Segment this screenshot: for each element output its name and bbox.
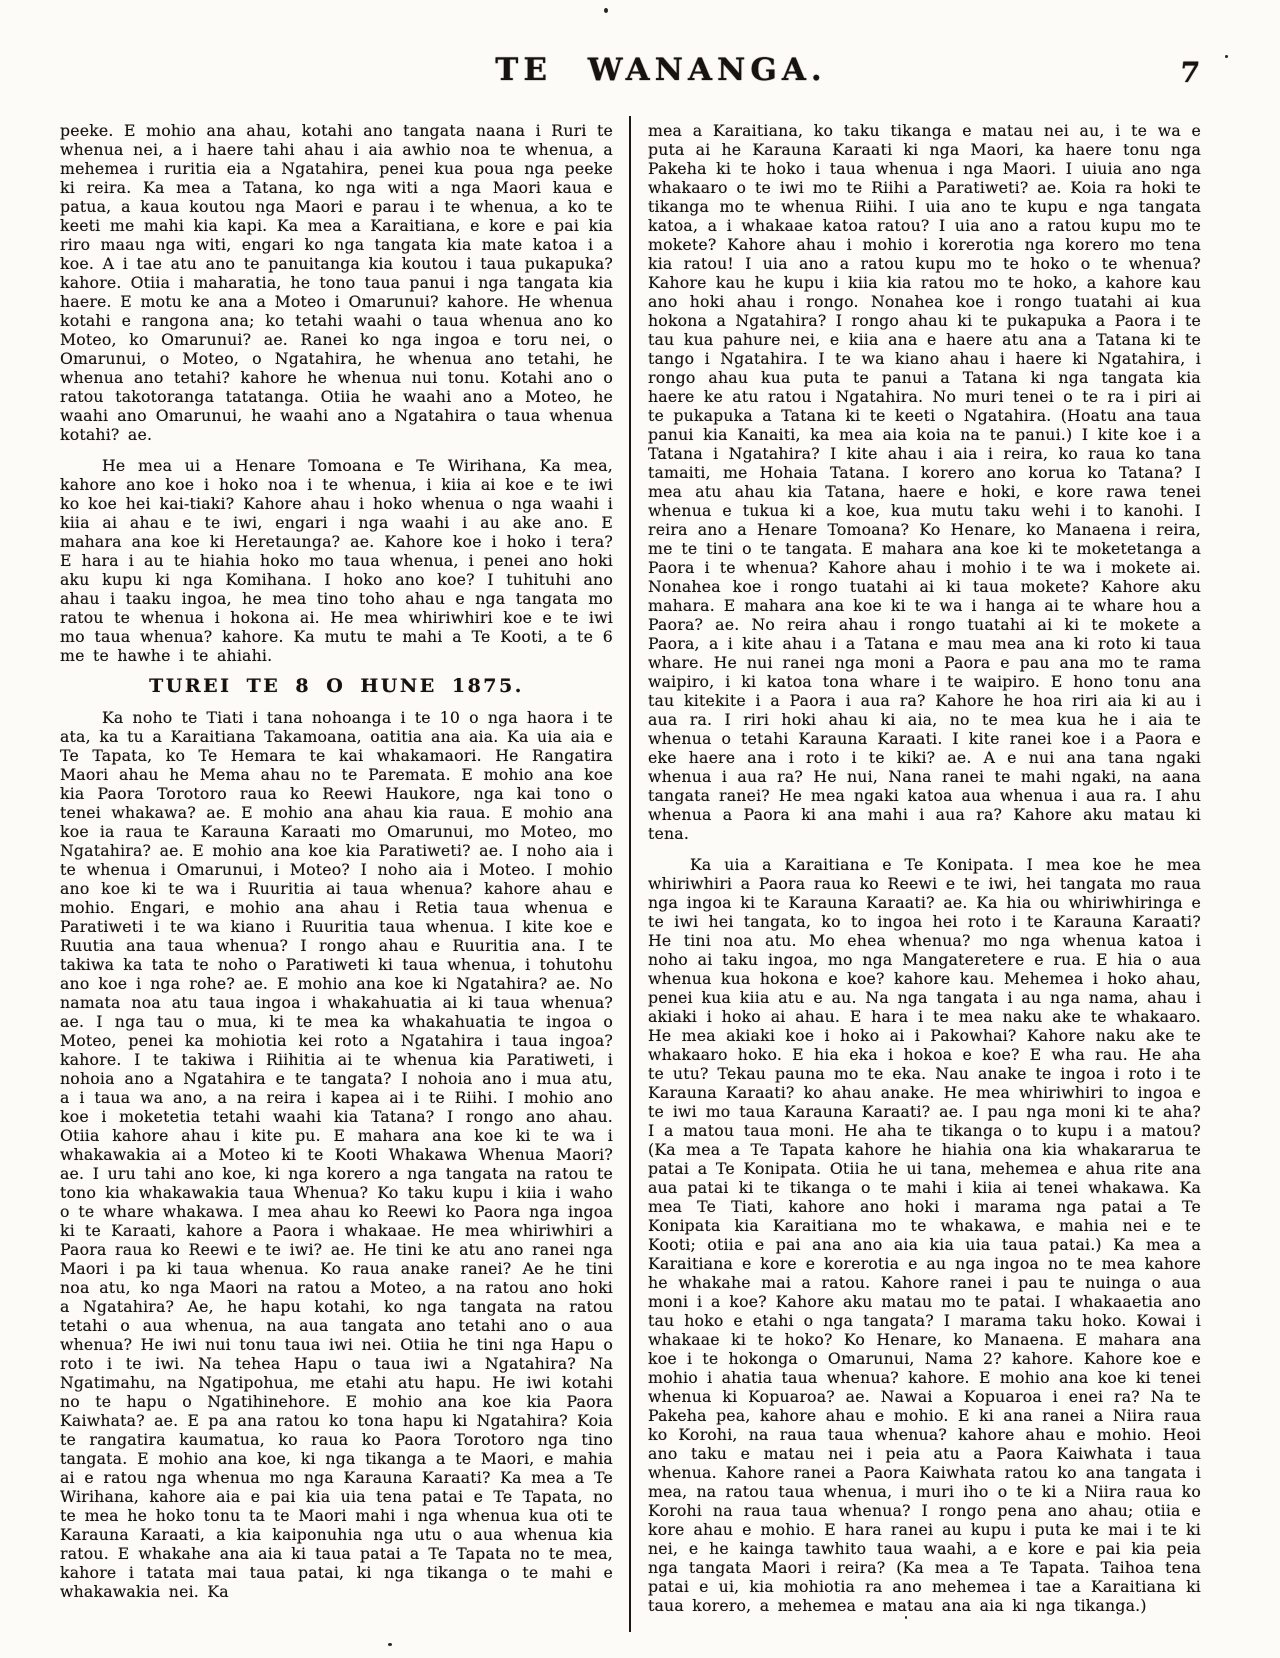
- right-column: [648, 121, 1201, 1627]
- left-column: [60, 121, 613, 1613]
- masthead-title: TE WANANGA.: [495, 52, 827, 88]
- ink-speck: [388, 1643, 392, 1646]
- left-paragraph-continuation: peeke. E mohio ana ahau, kotahi ano tangata naana i Ruri te whenua nei, a i haere tahi ahau i aia awhio noa te whenua, a mehemea i ruritia eia a Ngatahira, penei kua poua nga peeke ki reira. Ka mea a Tatana, ko nga witi a nga Maori kaua e patua, a kaua koutou nga Maori e parau i te whenua, a ko te keeti me mahi kia kapi. Ka mea a Karaitiana, e kore e pai kia riro maau nga witi, engari ko nga tangata kia mate katoa i a koe. A i tae atu ano te panuitanga kia koutou i taua pukapuka? kahore. Otiia i maharatia, he tono taua panui i nga tangata kia haere. E motu ke ana a Moteo i Omarunui? kahore. He whenua kotahi e rangona ana; ko tetahi waahi o taua whenua ano ko Moteo, ko Omarunui? ae. Ranei ko nga ingoa e toru nei, o Omarunui, o Moteo, o Ngatahira, he whenua ano tetahi, he whenua ano tetahi? kahore he whenua nui tonu. Kotahi ano o ratou takotoranga tatatanga. Otiia he waahi ano a Moteo, he waahi ano Omarunui, he waahi ano a Ngatahira o taua whenua kotahi? ae.: [60, 121, 613, 444]
- page-number: 7: [1178, 56, 1202, 89]
- date-heading: TUREI TE 8 O HUNE 1875.: [149, 675, 524, 697]
- left-paragraph-henare-tomoana: He mea ui a Henare Tomoana e Te Wirihana, Ka mea, kahore ano koe i hoko noa i te whenua, i kiia ai koe e te iwi ko koe hei kai-tiaki? Kahore ahau i hoko whenua o nga waahi i kiia ai ahau e te iwi, engari i nga waahi i au ake ano. E mahara ana koe ki Heretaunga? ae. Kahore koe i hoko i tera? E hara i au te hiahia hoko mo taua whenua, i penei ano hoki aku kupu ki nga Komihana. I hoko ano koe? I tuhituhi ano ahau i taaku ingoa, he mea tino toho ahau e nga tangata mo ratou te whenua i hokona ai. He mea whiriwhiri koe e te iwi mo taua whenua? kahore. Ka mutu te mahi a Te Kooti, a te 6 me te hawhe i te ahiahi.: [60, 456, 613, 665]
- right-paragraph-konipata-questioning: Ka uia a Karaitiana e Te Konipata. I mea koe he mea whiriwhiri a Paora raua ko Reewi e te iwi, hei tangata mo raua nga ingoa ki te Karauna Karaati? ae. Ka hia ou whiriwhiringa e te iwi hei tangata, ko to ingoa hei roto i te Karauna Karaati? He tini noa atu. Mo ehea whenua? mo nga whenua katoa i noho ai taku ingoa, mo nga Mangateretere e rua. E hia o aua whenua kua hokona e koe? kahore kau. Mehemea i hoko ahau, penei kua kiia atu e au. Na nga tangata i au nga nama, ahau i akiaki i hoko ai ahau. E hara i te mea naku ake te whakaaro. He mea akiaki koe i hoko ai i Pakowhai? Kahore naku ake te whakaaro hoko. E hia eka i hokoa e koe? E wha rau. He aha te utu? Tekau pauna mo te eka. Nau anake te ingoa i roto i te Karauna Karaati? ko ahau anake. He mea whiriwhiri to ingoa e te iwi mo taua Karauna Karaati? ae. I pau nga moni ki te aha? I a matou taua moni. He aha te tikanga o to kupu i a matou? (Ka mea a Te Tapata kahore he hiahia ona kia whakararua te patai a Te Konipata. Otiia he ui tana, mehemea e ahua rite ana aua patai ki te tikanga o te mahi i kiia ai tenei whakawa. Ka mea Te Tiati, kahore ano hoki i marama nga patai a Te Konipata kia Karaitiana mo te whakawa, e mahia nei e te Kooti; otiia e pai ana ano aia kia uia taua patai.) Ka mea a Karaitiana e kore e korerotia e au nga ingoa no te mea kahore he whakahe mai a ratou. Kahore ranei i pau te nuinga o aua moni i a koe? Kahore aku matau mo te patai. I whakaaetia ano tau hoko e etahi o nga tangata? I marama taku hoko. Kowai i whakaae ki te hoko? Ko Henare, ko Manaena. E mahara ana koe i te hokonga o Omarunui, Nama 2? kahore. Kahore koe e mohio i ahatia taua whenua? kahore. E mohio ana koe ki tenei whenua ki Kopuaroa? ae. Nawai a Kopuaroa i enei ra? Na te Pakeha pea, kahore ahau e mohio. E ki ana ranei a Niira raua ko Korohi, na raua taua whenua? kahore ahau e mohio. Heoi ano taku e matau nei i peia atu a Paora Kaiwhata i taua whenua. Kahore ranei a Paora Kaiwhata ratou ko ana tangata i mea, na ratou taua whenua, i muri iho o te ki a Niira raua ko Korohi na raua taua whenua? I rongo pena ano ahau; otiia e kore ahau e mohio. E hara ranei au kupu i puta ke mai i te ki nei, e he kainga tawhito taua waahi, a e kore e pai kia peia nga tangata Maori i reira? (Ka mea a Te Tapata. Taihoa tena patai e ui, kia mohiotia ra ano mehemea i tae a Karaitiana ki taua korero, a mehemea e matau ana aia ki nga tikanga.): [648, 855, 1201, 1615]
- right-paragraph-continuation: mea a Karaitiana, ko taku tikanga e matau nei au, i te wa e puta ai he Karauna Karaati ki nga Maori, ka haere tonu nga Pakeha ki te hoko i taua whenua i nga Maori. I uiuia ano nga whakaaro o te iwi mo te Riihi a Paratiweti? ae. Koia ra hoki te tikanga mo te whenua Riihi. I uia ano te kupu e nga tangata katoa, a i whakaae katoa ratou? I uia ano a ratou kupu mo te mokete? Kahore ahau i mohio i korerotia nga korero mo tena kia ratou! I uia ano a ratou kupu mo te hoko o te whenua? Kahore kau he kupu i kiia kia ratou mo te hoko, a kahore kau ano hoki ahau i rongo. Nonahea koe i rongo tuatahi ai kua hokona a Ngatahira? I rongo ahau ki te pukapuka a Paora i te tau kua pahure nei, e kiia ana e haere atu ana a Tatana ki te tango i Ngatahira. I te wa kiano ahau i haere ki Ngatahira, i rongo ahau kua puta te panui a Tatana ki nga tangata kia haere ke atu ratou i Ngatahira. No muri tenei o te ra i piri ai te pukapuka a Tatana ki te keeti o Ngatahira. (Hoatu ana taua panui kia Kanaiti, ka mea aia koia na te panui.) I kite koe i a Tatana i Ngatahira? I kite ahau i aia i reira, ko raua ko tana tamaiti, me Hohaia Tatana. I korero ano korua ko Tatana? I mea atu ahau kia Tatana, haere e hoki, e kore rawa tenei whenua e tukua ki a koe, kua mutu taku wehi i to kanohi. I reira ano a Henare Tomoana? Ko Henare, ko Manaena i reira, me te tini o te tangata. E mahara ana koe ki te moketetanga a Paora i te whenua? Kahore ahau i mohio i te wa i mokete ai. Nonahea koe i rongo tuatahi ai ki taua mokete? Kahore aku mahara. E mahara ana koe ki te wa i hanga ai te whare hou a Paora? ae. No reira ahau i rongo tuatahi ai ki te mokete a Paora, a i kite ahau i a Tatana e mau mea ana ki roto ki taua whare. He nui ranei nga moni a Paora e pau ana mo te rama waipiro, i ki katoa tona whare i te waipiro. E hono tonu ana tau kitekite i a Paora i aua ra? Kahore he hoa riri aia ki au i aua ra. I riri hoki ahau ki aia, no te mea kua he i aia te whenua o tetahi Karauna Karaati. I kite ranei koe i a Paora e eke haere ana i roto i te kiki? ae. A e nui ana tana ngaki whenua i aua ra? He nui, Nana ranei te mahi ngaki, na aana tangata ranei? He mea ngaki katoa aua whenua i aua ra. I ahu whenua a Paora ki ana mahi i aua ra? Kahore aku matau ki tena.: [648, 121, 1201, 843]
- column-divider-rule: [629, 116, 631, 1632]
- ink-speck: [604, 8, 608, 13]
- left-paragraph-court-session: Ka noho te Tiati i tana nohoanga i te 10 o nga haora i te ata, ka tu a Karaitiana Takamoana, oatitia ana aia. Ka uia aia e Te Tapata, ko Te Hemara te kai whakamaori. He Rangatira Maori ahau he Mema ahau no te Paremata. E mohio ana koe kia Paora Torotoro raua ko Reewi Haukore, nga kai tono o tenei whakawa? ae. E mohio ana ahau kia raua. E mohio ana koe ia raua te Karauna Karaati mo Omarunui, mo Moteo, mo Ngatahira? ae. E mohio ana koe kia Paratiweti? ae. I noho aia i te whenua i Omarunui, i Moteo? I noho aia i Moteo. I mohio ano koe ki te wa i Ruuritia ai taua whenua? kahore ahau e mohio. Engari, e mohio ana ahau i Retia taua whenua e Paratiweti i te wa kiano i Ruuritia taua whenua. I kite koe e Ruutia ana taua whenua? I rongo ahau e Ruuritia ana. I te takiwa ka tata te noho o Paratiweti ki taua whenua, i tohutohu ano koe i nga rohe? ae. E mohio ana koe ki Ngatahira? ae. No namata noa atu taua ingoa i whakahuatia ai ki taua whenua? ae. I nga tau o mua, ki te mea ka whakahuatia te ingoa o Moteo, penei ka mohiotia kei roto a Ngatahira i taua ingoa? kahore. I te takiwa i Riihitia ai te whenua kia Paratiweti, i nohoia ano a Ngatahira e te tangata? I nohoia ano i mua atu, a i taua wa ano, a na reira i kapea ai i te Riihi. I mohio ano koe i moketetia tetahi waahi kia Tatana? I rongo ano ahau. Otiia kahore ahau i kite pu. E mahara ana koe ki te wa i whakawakia ai a Moteo ki te Kooti Whakawa Whenua Maori? ae. I uru tahi ano koe, ki nga korero a nga tangata na ratou te tono kia whakawakia taua Whenua? Ko taku kupu i kiia i waho o te whare whakawa. I mea ahau ko Reewi ko Paora nga ingoa ki te Karaati, kahore a Paora i whakaae. He mea whiriwhiri a Paora raua ko Reewi e te iwi? ae. He tini ke atu ano ranei nga Maori i pa ki taua whenua. Ko raua anake ranei? Ae he tini noa atu, ko nga Maori na ratou a Moteo, a na ratou ano hoki a Ngatahira? Ae, he hapu kotahi, ko nga tangata na ratou tetahi o aua whenua, na aua tangata ano tetahi ano o aua whenua? He iwi nui tonu taua iwi nei. Otiia he tini nga Hapu o roto i te iwi. Na tehea Hapu o taua iwi a Ngatahira? Na Ngatimahu, na Ngatipohua, me etahi atu hapu. He iwi kotahi no te hapu o Ngatihinehore. E mohio ana koe kia Paora Kaiwhata? ae. E pa ana ratou ko tona hapu ki Ngatahira? Koia te rangatira kaumatua, ko raua ko Paora Torotoro nga tino tangata. E mohio ana koe, ki nga tikanga a te Maori, e mahia ai e ratou nga whenua mo nga Karauna Karaati? Ka mea a Te Wirihana, kahore aia e pai kia uia tena patai e Te Tapata, no te mea he hoko tonu ta te Maori mahi i nga whenua kua oti te Karauna Karaati, a kia kaiponuhia nga utu o aua whenua kia ratou. E whakahe ana aia ki taua patai a Te Tapata no te mea, kahore i tatata mai taua patai, ki nga tikanga o te mahi e whakawakia nei. Ka: [60, 708, 613, 1601]
